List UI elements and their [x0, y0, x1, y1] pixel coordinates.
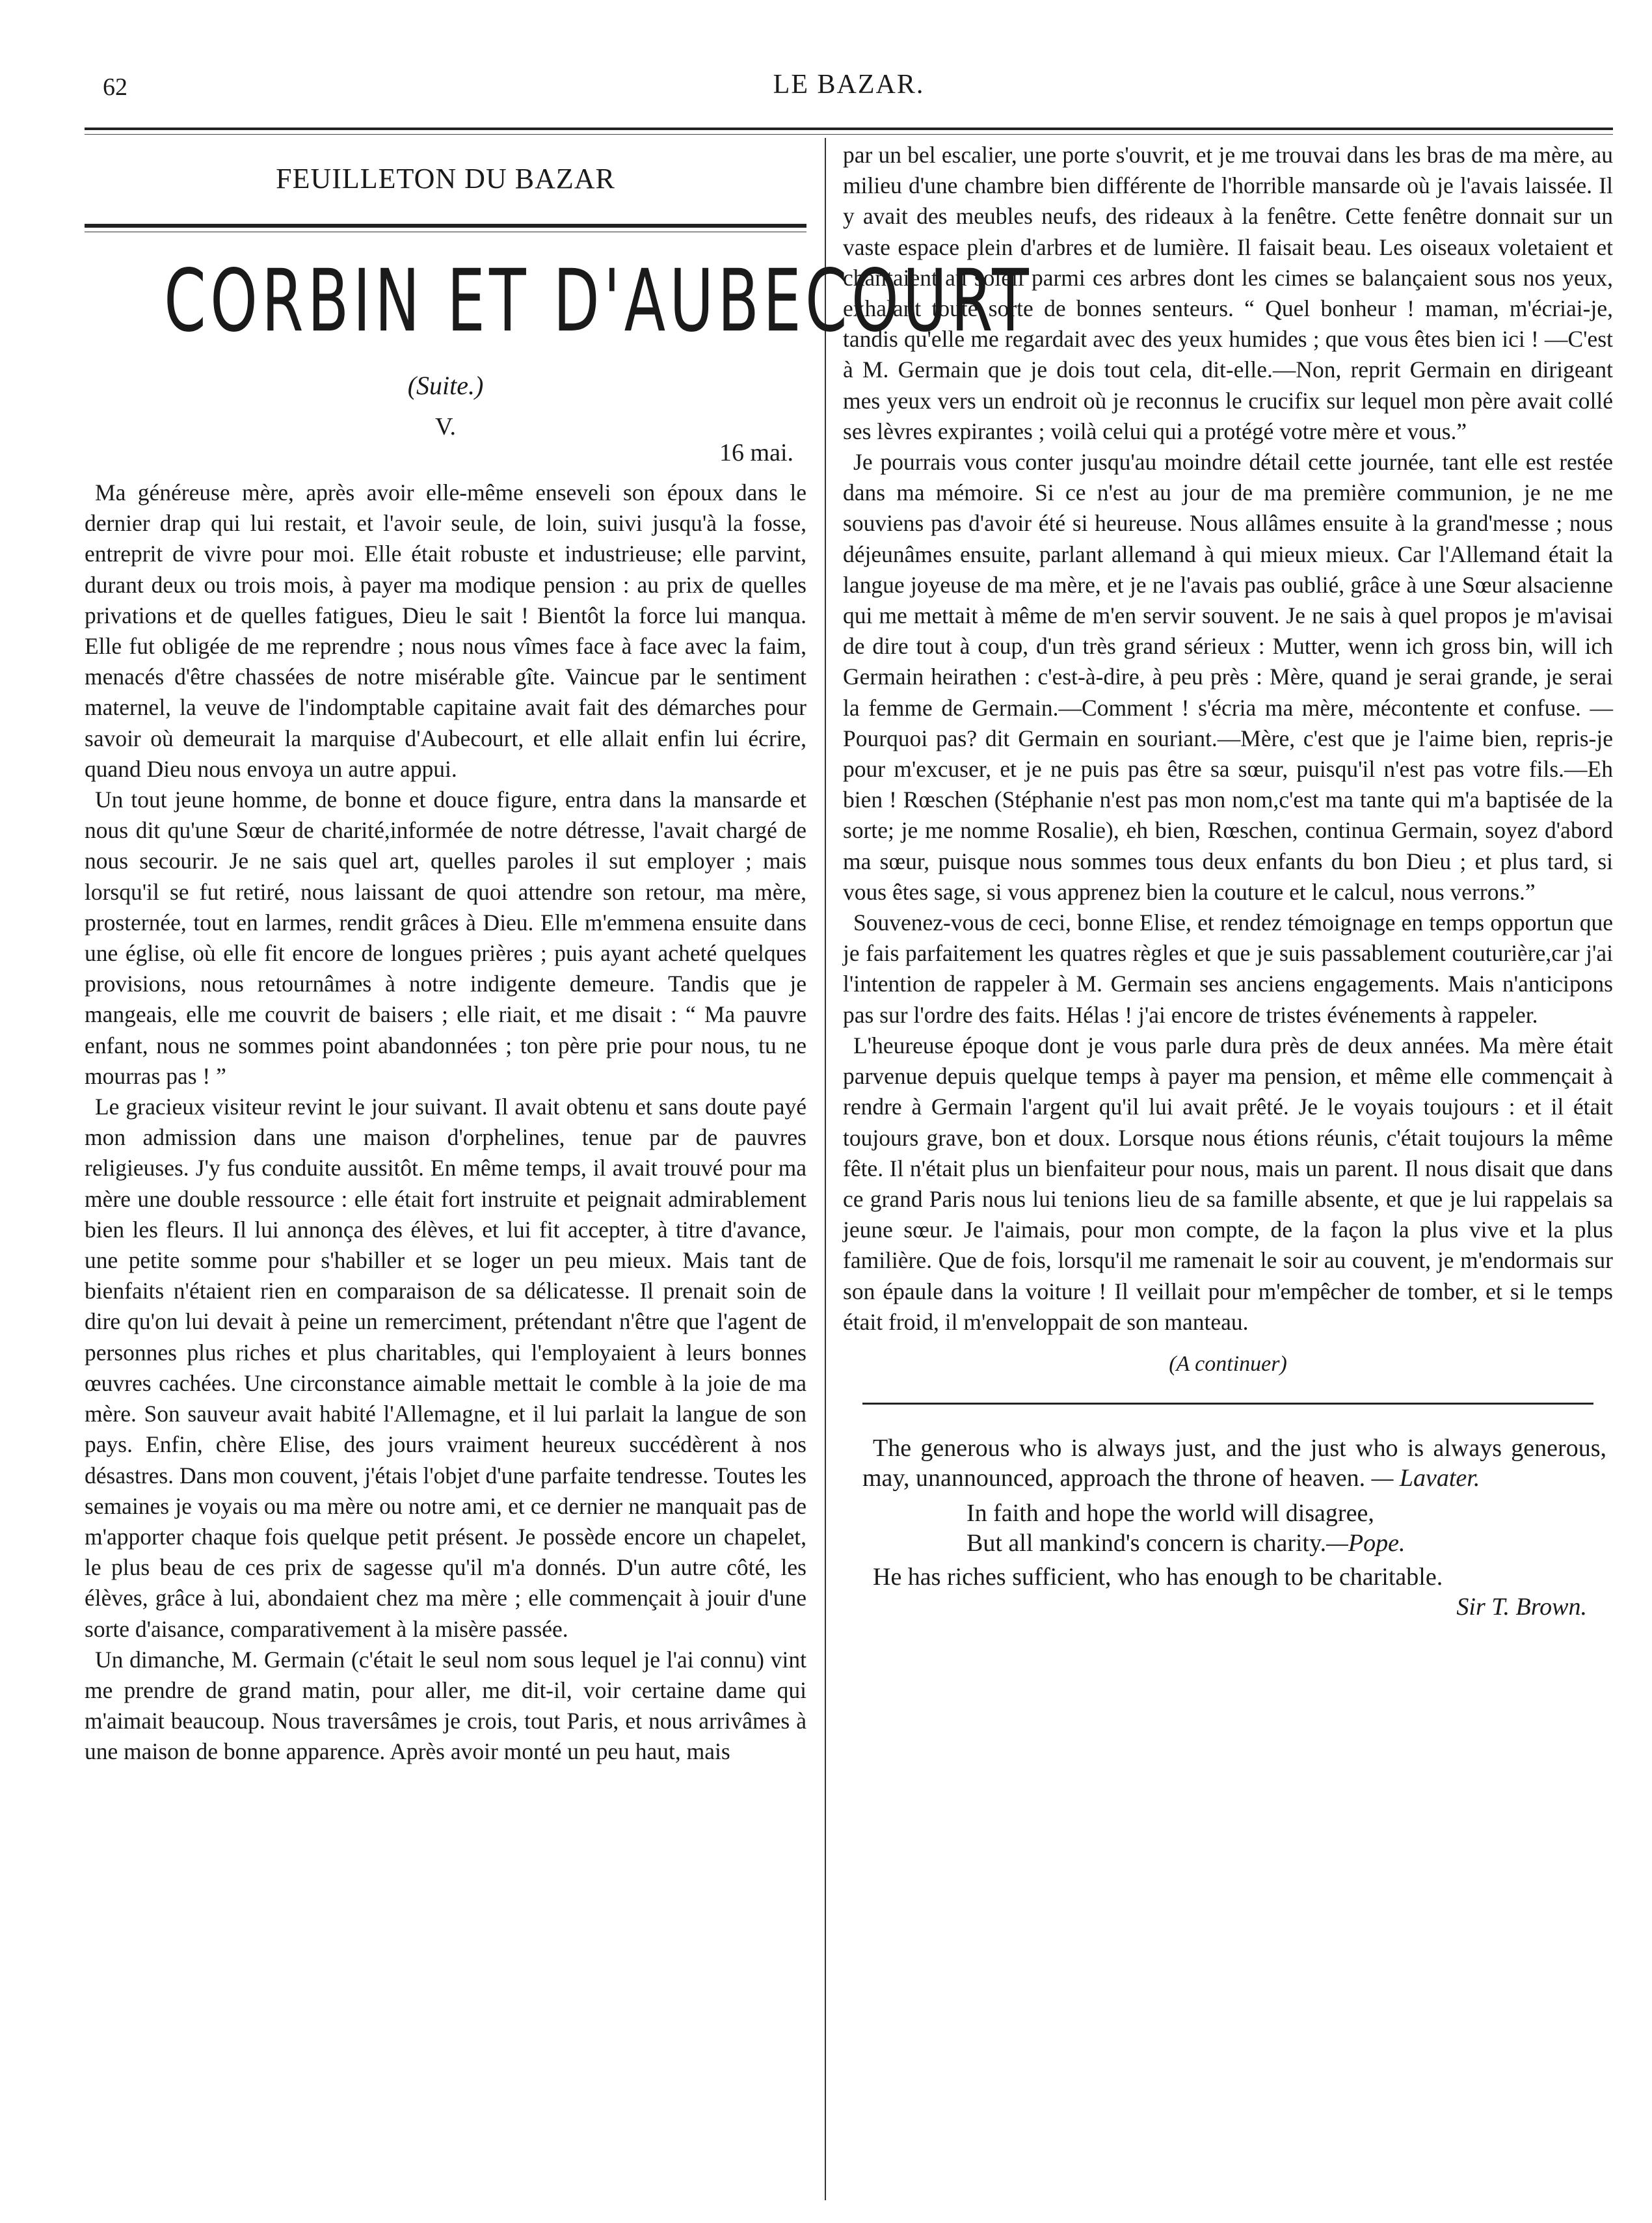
quote-author: Sir T. Brown. — [1456, 1593, 1587, 1621]
left-body-text — [85, 478, 806, 1768]
quote-lavater — [862, 1433, 1606, 1493]
paragraph: Un tout jeune homme, de bonne et douce figure, entra dans la mansarde et nous dit qu'une Sœur de charité,informée de notre détresse, l'avait chargé de nous secourir. Je ne sais quel art, quelles paroles il sut employer ; mais lorsqu'il se fut retiré, nous laissant de quoi attendre son retour, ma mère, prosternée, tout en larmes, rendit grâces à Dieu. Elle m'emmena ensuite dans une église, où elle fit encore de longues prières ; puis ayant acheté quelques provisions, nous retournâmes à notre indigente demeure. Tandis que je mangeais, elle me couvrit de baisers ; elle riait, et me disait : “ Ma pauvre enfant, nous ne sommes point abandonnées ; ton père prie pour nous, tu ne mourras pas ! ” — [85, 787, 806, 1089]
paragraph: par un bel escalier, une porte s'ouvrit, et je me trouvai dans les bras de ma mère, au milieu d'une chambre bien différente de l'horrible mansarde où je l'avais laissée. Il y avait des meubles neufs, des rideaux à la fenêtre. Cette fenêtre donnait sur un vaste espace plein d'arbres et de lumière. Il faisait beau. Les oiseaux voletaient et chantaient au soleil parmi ces arbres dont les cimes se balançaient sous nos yeux, exhalant toute sorte de bonnes senteurs. “ Quel bonheur ! maman, m'écriai-je, tandis qu'elle me regardait avec des yeux humides ; que vous êtes bien ici ! —C'est à M. Germain que je dois tout cela, dit-elle.—Non, reprit Germain en dirigeant mes yeux vers un endroit où je reconnus le crucifix sur lequel mon père avait collé ses lèvres expirantes ; voilà celui qui a protégé votre mère et vous.” — [843, 142, 1613, 444]
continuation-note: (A continuer) — [1169, 1351, 1287, 1376]
verse-line: In faith and hope the world will disagree, — [966, 1499, 1374, 1527]
quote-author: — Lavater. — [1371, 1464, 1480, 1492]
right-body-text — [843, 140, 1613, 1338]
header-rule-thin — [85, 134, 1613, 135]
chapter-number: V. — [434, 413, 457, 440]
section-heading: FEUILLETON DU BAZAR — [276, 163, 615, 195]
verse-line-with-author — [966, 1528, 1606, 1558]
verse-line: But all mankind's concern is charity. — [966, 1529, 1327, 1557]
right-column — [843, 140, 1613, 2199]
paragraph: Je pourrais vous conter jusqu'au moindre détail cette journée, tant elle est restée dans ma mémoire. Si ce n'est au jour de ma première communion, je ne me souviens pas d'avoir été si heureuse. Nous allâmes ensuite à la grand'messe ; nous déjeunâmes ensuite, parlant allemand à qui mieux mieux. Car l'Allemand était la langue joyeuse de ma mère, et je ne l'avais pas oublié, grâce à une Sœur alsacienne qui me mettait à même de m'en servir souvent. Je ne sais à quel propos je m'avisai de dire tout à coup, d'un très grand sérieux : Mutter, wenn ich gross bin, will ich Germain heirathen : c'est-à-dire, à peu près : Mère, quand je serai grande, je serai la femme de Germain.—Comment ! s'écria ma mère, mécontente et confuse. —Pourquoi pas? dit Germain en souriant.—Mère, c'est que je l'aime bien, repris-je pour m'excuser, et je ne puis pas être sa sœur, puisqu'il n'est pas votre fils.—Eh bien ! Rœschen (Stéphanie n'est pas mon nom,c'est ma tante qui m'a baptisée de la sorte; je me nomme Rosalie), eh bien, Rœschen, continua Germain, soyez d'abord ma sœur, puisque nous sommes tous deux enfants du bon Dieu ; et plus tard, si vous êtes sage, si vous apprenez bien la couture et le calcul, nous verrons.” — [843, 449, 1613, 905]
column-divider — [825, 138, 826, 2200]
paragraph: Ma généreuse mère, après avoir elle-même enseveli son époux dans le dernier drap qui lui restait, et l'avoir seule, de loin, suivi jusqu'à la fosse, entreprit de vivre pour moi. Elle était robuste et industrieuse; elle parvint, durant deux ou trois mois, à payer ma modique pension : au prix de quelles privations et de quelles fatigues, Dieu le sait ! Bientôt la force lui manqua. Elle fut obligée de me reprendre ; nous nous vîmes face à face avec la faim, menacés d'être chassées de notre misérable gîte. Vaincue par le sentiment maternel, la veuve de l'indomptable capitaine avait fait des démarches pour savoir où demeurait la marquise d'Aubecourt, et elle allait enfin lui écrire, quand Dieu nous envoya un autre appui. — [85, 479, 806, 782]
page-header — [85, 62, 1613, 115]
subtitle: (Suite.) — [407, 371, 484, 400]
page-number: 62 — [103, 74, 127, 101]
quotes-rule — [862, 1403, 1593, 1405]
story-title: CORBIN ET D'AUBECOURT — [164, 251, 1033, 351]
entry-date: 16 mai. — [719, 439, 793, 466]
paragraph: L'heureuse époque dont je vous parle dura près de deux années. Ma mère était parvenue depuis quelque temps à payer ma pension, et même elle commençait à rendre à Germain l'argent qu'il lui avait prêté. Je le voyais toujours : et il était toujours grave, bon et doux. Lorsque nous étions réunis, c'était toujours la même fête. Il n'était plus un bienfaiteur pour nous, mais un parent. Il nous disait que dans ce grand Paris nous lui tenions lieu de sa famille absente, et que je lui rappelais sa jeune sœur. Je l'aimais, pour mon compte, de la façon la plus vive et la plus familière. Que de fois, lorsqu'il me ramenait le soir au couvent, je m'endormais sur son épaule dans la voiture ! Il veillait pour m'empêcher de tomber, et si le temps était froid, il m'enveloppait de son manteau. — [843, 1032, 1613, 1335]
heading-rule — [85, 224, 806, 228]
header-rule — [85, 128, 1613, 130]
quote-author: —Pope. — [1326, 1529, 1406, 1557]
paragraph: Souvenez-vous de ceci, bonne Elise, et rendez témoignage en temps opportun que je fais parfaitement les quatres règles et que je suis passablement couturière,car j'ai l'intention de rappeler à M. Germain ses anciens engagements. Mais n'anticipons pas sur l'ordre des faits. Hélas ! j'ai encore de tristes événements à rappeler. — [843, 909, 1613, 1028]
quote-brown: He has riches sufficient, who has enough to be charitable. — [873, 1563, 1443, 1591]
quote-pope — [966, 1498, 1606, 1558]
running-title: LE BAZAR. — [773, 70, 925, 100]
left-column — [85, 140, 1033, 2199]
quotes-section — [843, 1433, 1613, 1622]
paragraph: Le gracieux visiteur revint le jour suivant. Il avait obtenu et sans doute payé mon admission dans une maison d'orphelines, tenue par de pauvres religieuses. J'y fus conduite aussitôt. En même temps, il avait trouvé pour ma mère une double ressource : elle était fort instruite et peignait admirablement bien les fleurs. Il lui annonça des élèves, et lui fit accepter, à titre d'avance, une petite somme pour s'habiller et se loger un peu mieux. Mais tant de bienfaits n'étaient rien en comparaison de sa délicatesse. Il prenait soin de dire qu'on lui devait à peine un remerciment, prétendant n'être que l'agent de personnes plus riches et plus charitables, qui l'employaient à leurs bonnes œuvres cachées. Une circonstance aimable mettait le comble à la joie de ma mère. Son sauveur avait habité l'Allemagne, et il lui parlait la langue de son pays. Enfin, chère Elise, des jours vraiment heureux succédèrent à nos désastres. Dans mon couvent, j'étais l'objet d'une parfaite tendresse. Toutes les semaines je voyais ou ma mère ou notre ami, et ce dernier ne manquait pas de m'apporter chaque fois quelque petit présent. Je possède encore un chapelet, le plus beau de ces prix de sagesse qu'il m'a donnés. D'un autre côté, les élèves, grâce à lui, abondaient chez ma mère ; elle commençait à jouir d'une sorte d'aisance, comparativement à la misère passée. — [85, 1094, 806, 1642]
quote-text: The generous who is always just, and the just who is always generous, may, unannounced, approach the throne of heaven. — [862, 1434, 1606, 1492]
paragraph: Un dimanche, M. Germain (c'était le seul nom sous lequel je l'ai connu) vint me prendre de grand matin, pour aller, me dit-il, voir certaine dame qui m'aimait beaucoup. Nous traversâmes je crois, tout Paris, et nous arrivâmes à une maison de bonne apparence. Après avoir monté un peu haut, mais — [85, 1646, 806, 1765]
